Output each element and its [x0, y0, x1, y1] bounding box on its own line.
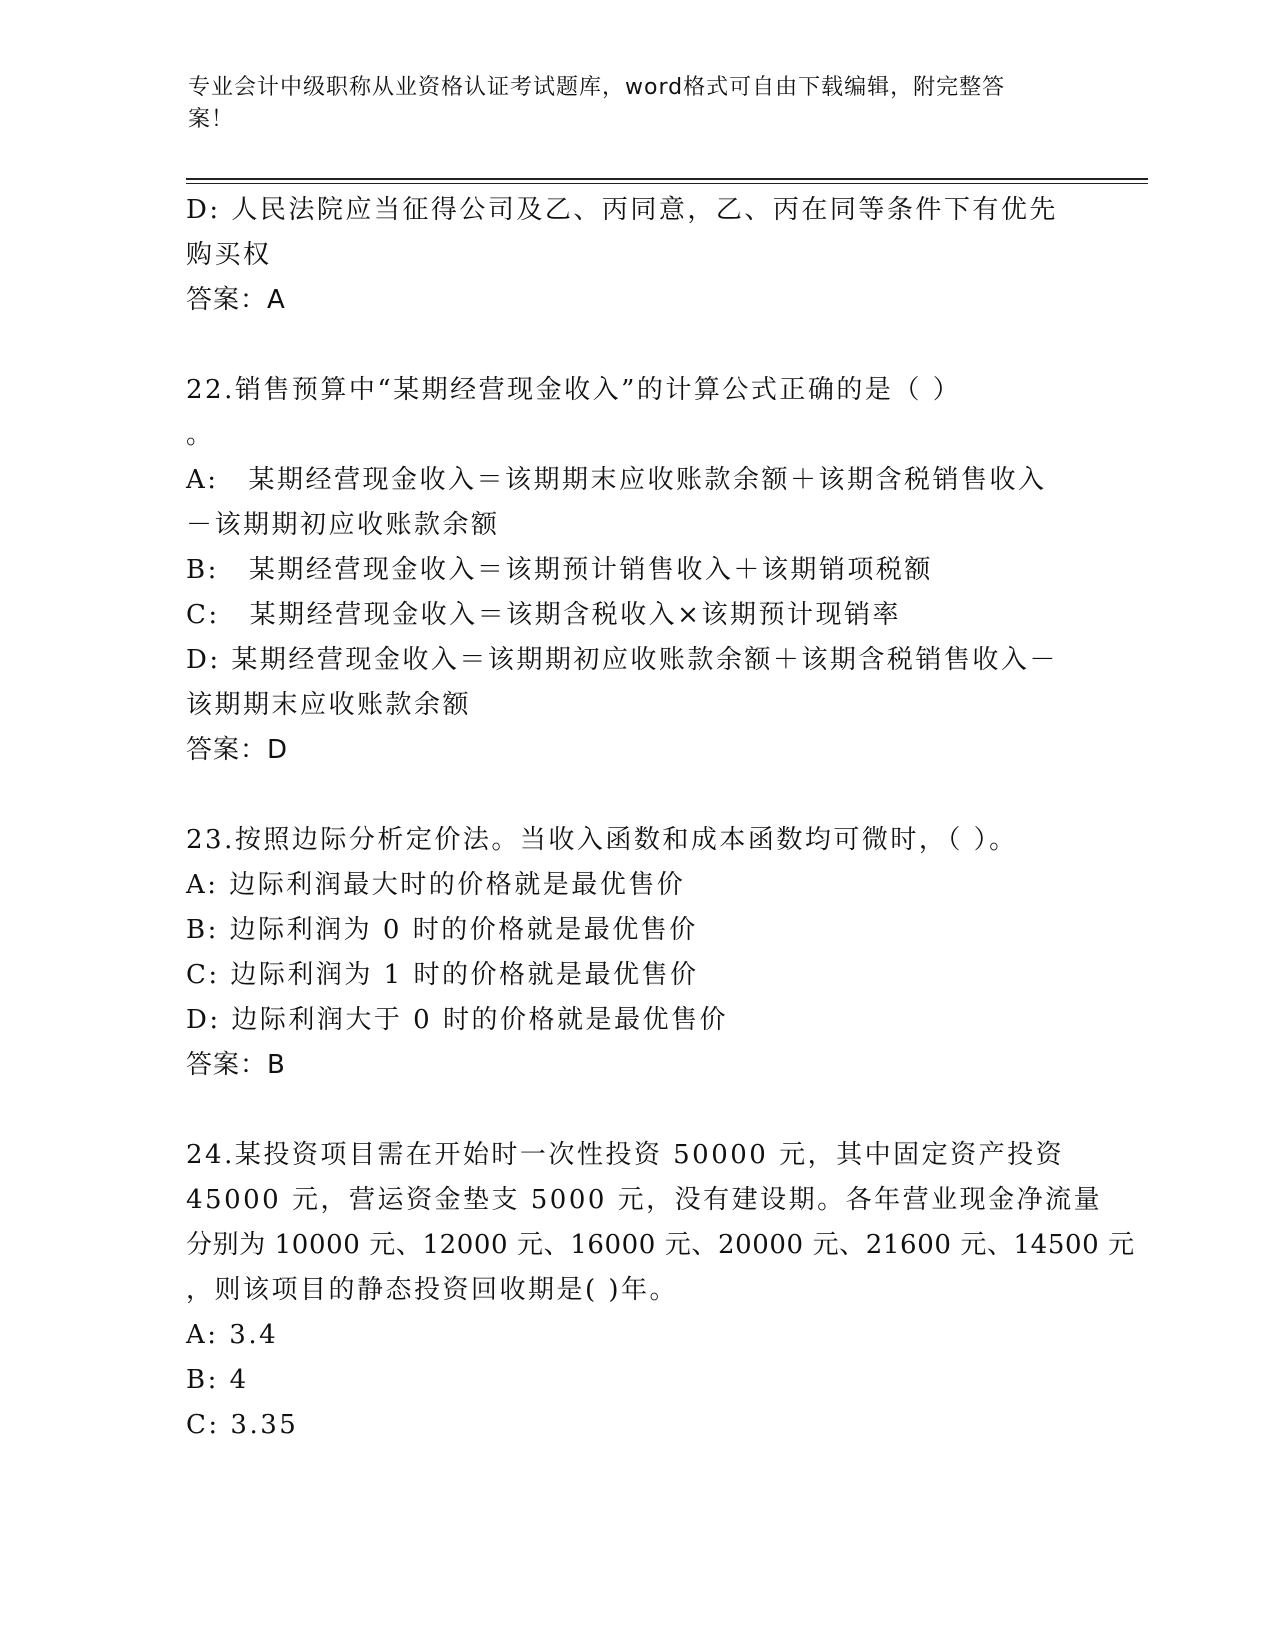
page-header [188, 72, 1068, 136]
option-a-line-2: －该期期初应收账款余额 [186, 510, 500, 540]
question-stem-line-1: 23.按照边际分析定价法。当收入函数和成本函数均可微时，（ ）。 [186, 825, 1018, 855]
option-c-label: C: [186, 600, 220, 630]
answer-label: 答案：A [186, 285, 286, 315]
spacer [186, 323, 1086, 368]
option-a-line-1 [186, 458, 1086, 503]
spacer [186, 773, 1086, 818]
option-b: B: 边际利润为 0 时的价格就是最优售价 [186, 915, 698, 945]
option-c: C: 边际利润为 1 时的价格就是最优售价 [186, 960, 699, 990]
option-d-line-1: D: 某期经营现金收入＝该期期初应收账款余额＋该期含税销售收入－ [186, 645, 1058, 675]
option-a: A: 边际利润最大时的价格就是最优售价 [186, 870, 686, 900]
option-c: C: 3.35 [186, 1410, 299, 1440]
option-b-line-1 [186, 548, 1086, 593]
option-d: D: 边际利润大于 0 时的价格就是最优售价 [186, 1005, 728, 1035]
question-23 [186, 818, 1086, 1088]
question-stem-line-4: ，则该项目的静态投资回收期是( )年。 [186, 1275, 679, 1305]
header-divider-thin [186, 183, 1148, 184]
option-a: A: 3.4 [186, 1320, 279, 1350]
option-d-line-2: 购买权 [186, 240, 272, 270]
option-a-text: 某期经营现金收入＝该期期末应收账款余额＋该期含税销售收入 [248, 465, 1047, 495]
question-stem-line-1: 22.销售预算中“某期经营现金收入”的计算公式正确的是（ ） [186, 375, 962, 405]
option-a-label: A: [186, 465, 219, 495]
option-b-text: 某期经营现金收入＝该期预计销售收入＋该期销项税额 [248, 555, 933, 585]
question-21-tail [186, 188, 1086, 323]
answer-label: 答案：B [186, 1050, 286, 1080]
option-d-line-2: 该期期末应收账款余额 [186, 690, 472, 720]
header-line-1: 专业会计中级职称从业资格认证考试题库，word格式可自由下载编辑，附完整答 [188, 75, 1006, 100]
question-22 [186, 368, 1086, 773]
answer-label: 答案：D [186, 735, 289, 765]
header-line-2: 案！ [188, 107, 235, 132]
option-c-line-1 [186, 593, 1086, 638]
option-c-text: 某期经营现金收入＝该期含税收入×该期预计现销率 [249, 600, 901, 630]
option-d-line-1: D: 人民法院应当征得公司及乙、丙同意，乙、丙在同等条件下有优先 [186, 195, 1058, 225]
option-b-label: B: [186, 555, 219, 585]
question-stem-line-2: 45000 元，营运资金垫支 5000 元，没有建设期。各年营业现金净流量 [186, 1185, 1103, 1215]
spacer [186, 1088, 1086, 1133]
question-stem-line-2: 。 [186, 420, 215, 450]
question-24 [186, 1133, 1135, 1448]
document-body [186, 188, 1135, 1448]
header-divider-thick [186, 178, 1148, 180]
question-stem-line-3: 分别为 10000 元、12000 元、16000 元、20000 元、21600 元、14500 元 [186, 1230, 1135, 1260]
option-b: B: 4 [186, 1365, 249, 1395]
question-stem-line-1: 24.某投资项目需在开始时一次性投资 50000 元，其中固定资产投资 [186, 1140, 1065, 1170]
